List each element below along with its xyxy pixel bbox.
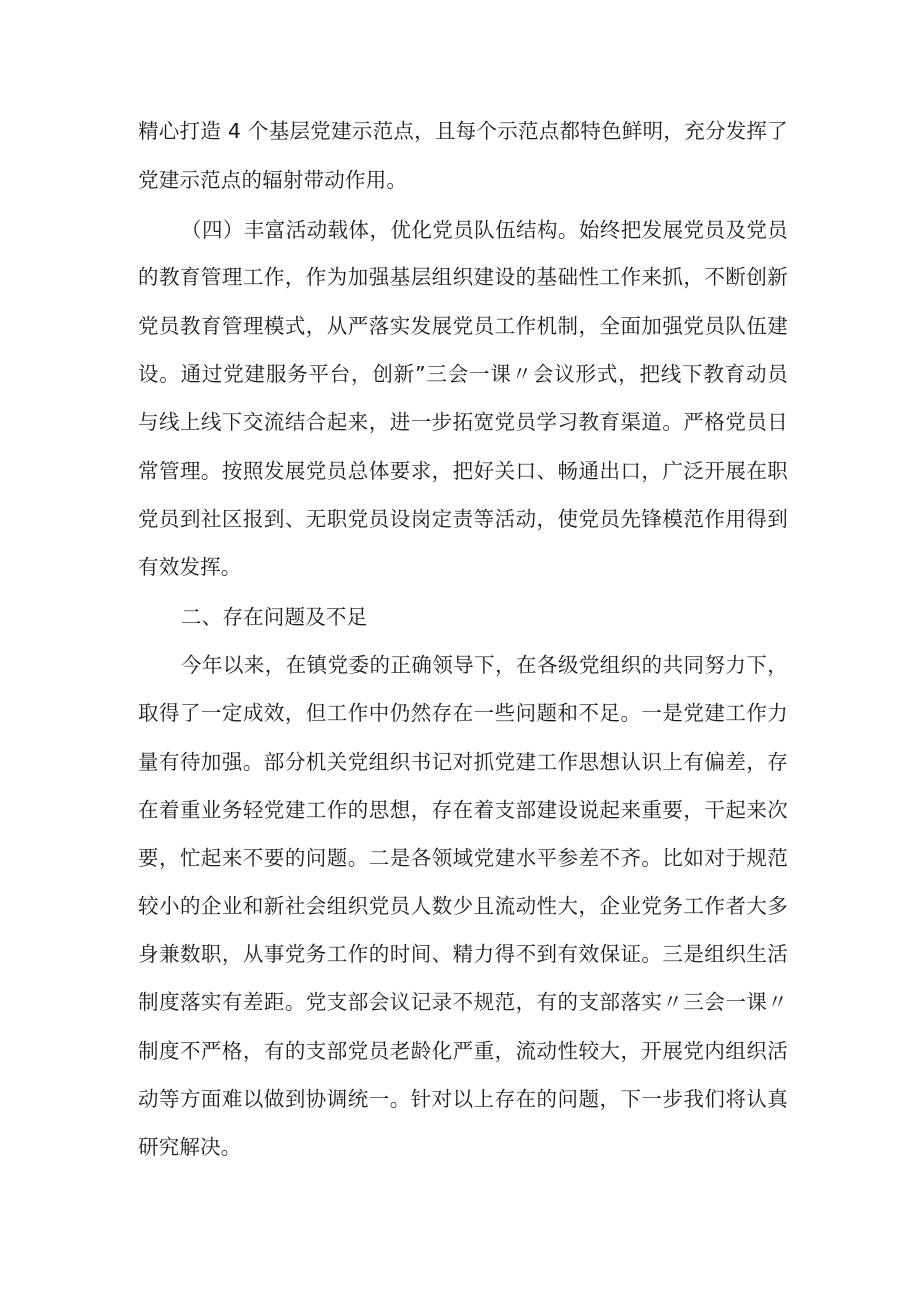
- body-text-line: 研究解决。: [138, 1135, 242, 1159]
- body-text-line: 党员教育管理模式，从严落实发展党员工作机制，全面加强党员队伍建: [138, 314, 788, 338]
- body-text-line: 量有待加强。部分机关党组织书记对抓党建工作思想认识上有偏差，存: [138, 750, 788, 774]
- body-text-line: 在着重业务轻党建工作的思想，存在着支部建设说起来重要，干起来次: [138, 798, 788, 822]
- body-text-line: 的教育管理工作，作为加强基层组织建设的基础性工作来抓，不断创新: [138, 265, 788, 289]
- body-text-line: 今年以来，在镇党委的正确领导下，在各级党组织的共同努力下，: [181, 653, 788, 677]
- body-text-line: 党建示范点的辐射带动作用。: [138, 168, 408, 192]
- section-2-heading: 二、存在问题及不足: [181, 605, 368, 629]
- body-text-line: 要，忙起来不要的问题。二是各领域党建水平参差不齐。比如对于规范: [138, 846, 788, 870]
- body-text-line: 动等方面难以做到协调统一。针对以上存在的问题，下一步我们将认真: [138, 1087, 788, 1111]
- body-text-line: 设。通过党建服务平台，创新”三会一课〃会议形式，把线下教育动员: [138, 362, 788, 386]
- body-text-line: 较小的企业和新社会组织党员人数少且流动性大，企业党务工作者大多: [138, 894, 788, 918]
- body-text-line: 党员到社区报到、无职党员设岗定责等活动，使党员先锋模范作用得到: [138, 507, 788, 531]
- body-text-line: 有效发挥。: [138, 555, 242, 579]
- body-text-line: 身兼数职，从事党务工作的时间、精力得不到有效保证。三是组织生活: [138, 942, 788, 966]
- body-text-line: 常管理。按照发展党员总体要求，把好关口、畅通出口，广泛开展在职: [138, 459, 788, 483]
- body-text-line: 取得了一定成效，但工作中仍然存在一些问题和不足。一是党建工作力: [138, 701, 788, 725]
- body-text-line: 与线上线下交流结合起来，进一步拓宽党员学习教育渠道。严格党员日: [138, 410, 788, 434]
- body-text-line: 制度落实有差距。党支部会议记录不规范，有的支部落实〃三会一课〃: [138, 990, 788, 1014]
- body-text-line: 制度不严格，有的支部党员老龄化严重，流动性较大，开展党内组织活: [138, 1039, 788, 1063]
- section-4-heading-line: （四）丰富活动载体，优化党员队伍结构。始终把发展党员及党员: [181, 218, 788, 242]
- body-text-line: 精心打造 4 个基层党建示范点，且每个示范点都特色鲜明，充分发挥了: [138, 119, 788, 143]
